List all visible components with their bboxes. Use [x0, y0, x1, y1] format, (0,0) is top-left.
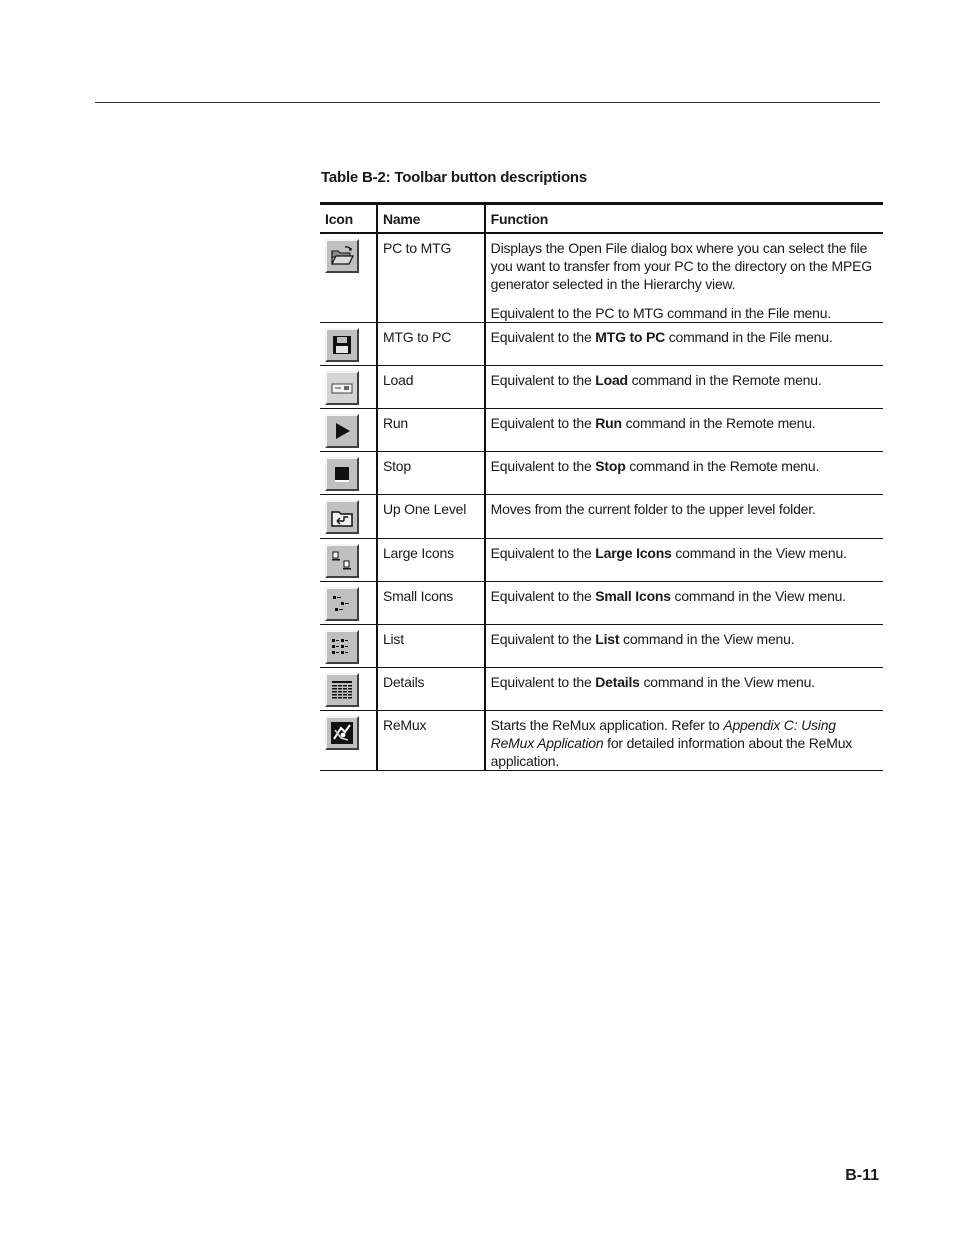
row-name: MTG to PC: [377, 323, 485, 366]
small-icons-icon: [325, 587, 359, 621]
table-row: [320, 409, 883, 452]
header-icon: Icon: [320, 204, 377, 234]
row-name: Small Icons: [377, 582, 485, 625]
row-function: Equivalent to the Details command in the View menu.: [485, 668, 883, 711]
table-row: [320, 625, 883, 668]
row-function: Equivalent to the List command in the View menu.: [485, 625, 883, 668]
header-rule: [95, 102, 880, 103]
icon-cell: [320, 582, 377, 625]
row-function: Equivalent to the Small Icons command in the View menu.: [485, 582, 883, 625]
row-function: Starts the ReMux application. Refer to Appendix C: Using ReMux Application for detailed information about the ReMux application.: [485, 711, 883, 771]
folder-open-icon: [325, 239, 359, 273]
icon-cell: [320, 711, 377, 771]
icon-cell: [320, 323, 377, 366]
remux-icon: [325, 716, 359, 750]
toolbar-table: [320, 202, 883, 771]
row-name: Large Icons: [377, 539, 485, 582]
row-name: List: [377, 625, 485, 668]
row-function: Equivalent to the Stop command in the Remote menu.: [485, 452, 883, 495]
icon-cell: [320, 366, 377, 409]
row-function: Equivalent to the MTG to PC command in the File menu.: [485, 323, 883, 366]
row-function: Equivalent to the Run command in the Remote menu.: [485, 409, 883, 452]
page-number: B-11: [845, 1167, 879, 1184]
icon-cell: [320, 409, 377, 452]
table-row: [320, 323, 883, 366]
play-icon: [325, 414, 359, 448]
up-folder-icon: [325, 500, 359, 534]
row-name: ReMux: [377, 711, 485, 771]
icon-cell: [320, 668, 377, 711]
row-function: Equivalent to the Load command in the Remote menu.: [485, 366, 883, 409]
row-function: [485, 233, 883, 323]
floppy-disk-icon: [325, 328, 359, 362]
table-row: [320, 539, 883, 582]
function-text: Equivalent to the PC to MTG command in the File menu.: [490, 305, 831, 321]
table-row: [320, 668, 883, 711]
load-icon: [325, 371, 359, 405]
table-row: [320, 366, 883, 409]
icon-cell: [320, 452, 377, 495]
header-row: [320, 204, 883, 234]
row-function: Moves from the current folder to the upper level folder.: [485, 495, 883, 539]
icon-cell: [320, 625, 377, 668]
row-name: PC to MTG: [377, 233, 485, 323]
table-row: [320, 495, 883, 539]
header-name: Name: [377, 204, 485, 234]
row-name: Details: [377, 668, 485, 711]
details-icon: [325, 673, 359, 707]
row-name: Stop: [377, 452, 485, 495]
row-name: Run: [377, 409, 485, 452]
row-name: Load: [377, 366, 485, 409]
stop-icon: [325, 457, 359, 491]
row-function: Equivalent to the Large Icons command in the View menu.: [485, 539, 883, 582]
icon-cell: [320, 539, 377, 582]
icon-cell: [320, 495, 377, 539]
table-row: [320, 711, 883, 771]
icon-cell: [320, 233, 377, 323]
table-row: [320, 452, 883, 495]
function-text: Displays the Open File dialog box where you can select the file you want to transfer from your PC to the directory on the MPEG generator selected in the Hierarchy view.: [490, 240, 872, 292]
header-function: Function: [485, 204, 883, 234]
table-row: [320, 582, 883, 625]
large-icons-icon: [325, 544, 359, 578]
list-icon: [325, 630, 359, 664]
row-name: Up One Level: [377, 495, 485, 539]
table-caption: Table B-2: Toolbar button descriptions: [321, 169, 588, 186]
table-row: [320, 233, 883, 323]
